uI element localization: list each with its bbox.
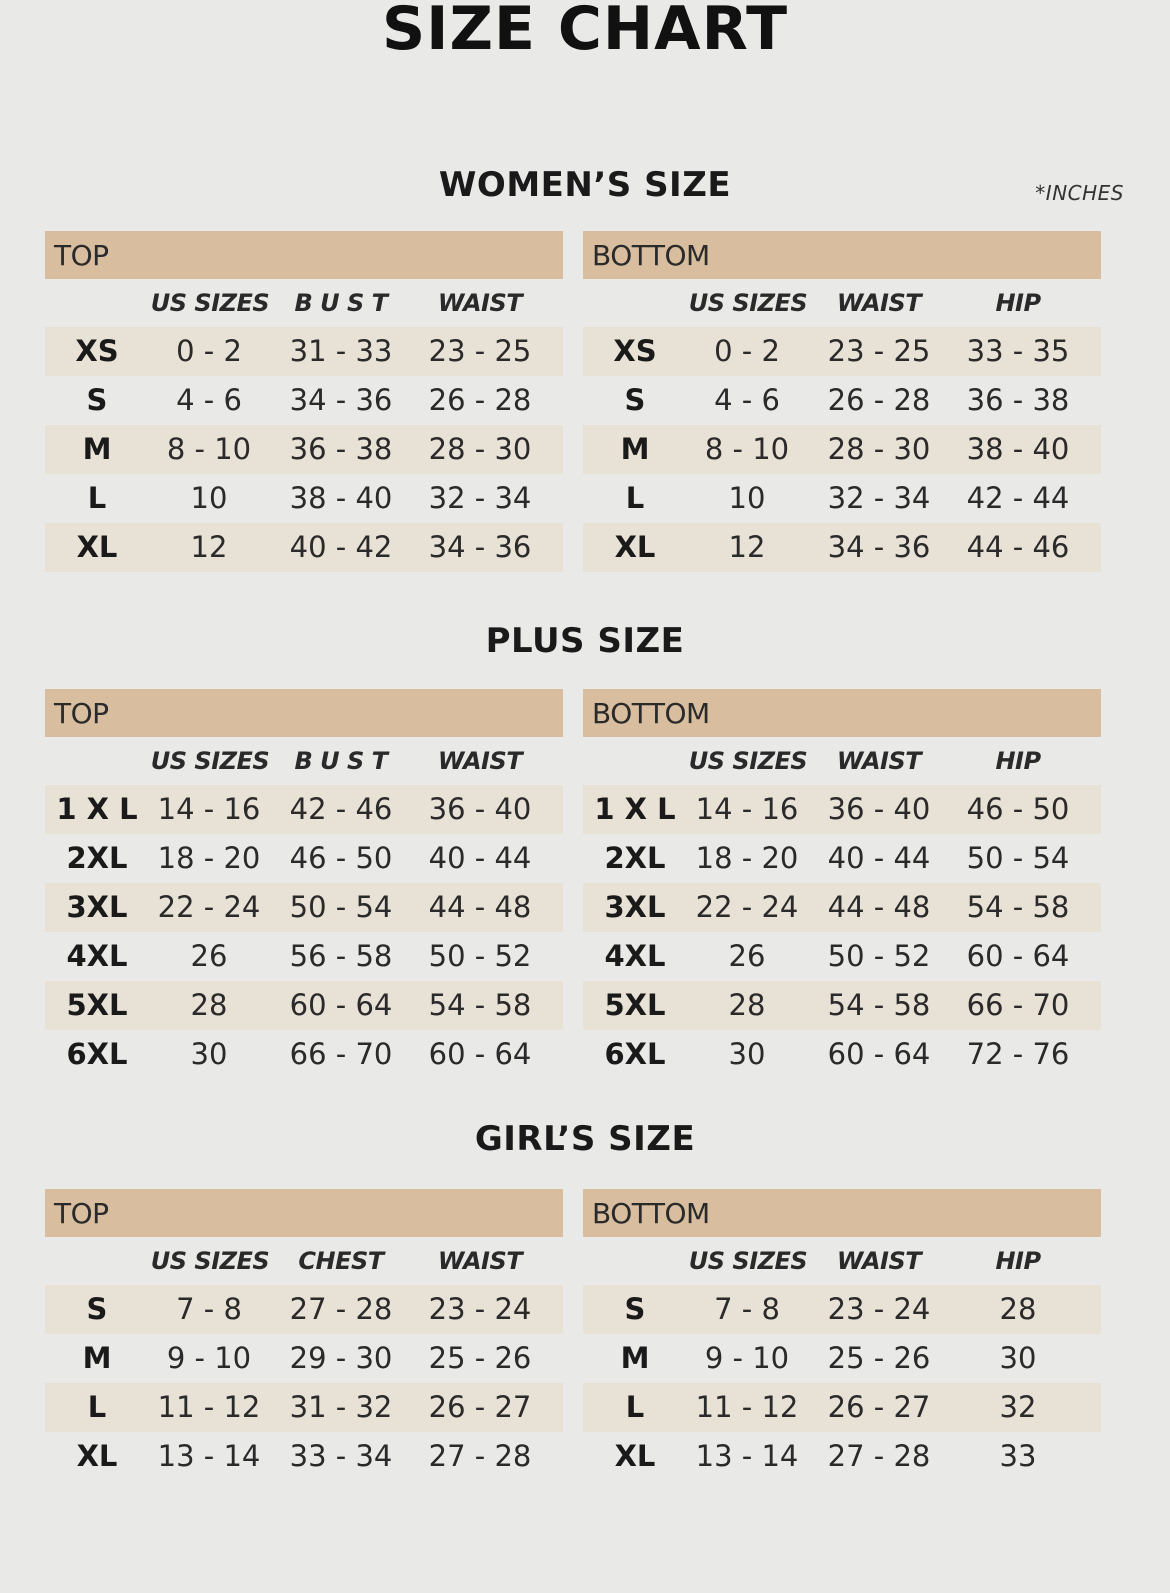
table-row (45, 883, 563, 932)
size-value: 44 - 48 (428, 890, 532, 924)
size-value: 23 - 24 (428, 1292, 532, 1326)
table-row (583, 1030, 1101, 1079)
column-headers (583, 737, 1101, 785)
top-table (45, 1189, 563, 1481)
column-headers (45, 1237, 563, 1285)
size-value: 28 - 30 (827, 432, 931, 466)
size-value: 31 - 33 (289, 334, 393, 368)
size-value: 26 - 28 (428, 383, 532, 417)
section-title: GIRL’S SIZE (474, 1119, 696, 1159)
table-row (45, 834, 563, 883)
table-row (45, 785, 563, 834)
table-row (583, 1334, 1101, 1383)
size-value: 22 - 24 (695, 890, 799, 924)
column-header: WAIST (437, 289, 523, 317)
bottom-table (583, 231, 1101, 572)
table-row (45, 1432, 563, 1481)
size-value: 40 - 44 (428, 841, 532, 875)
size-value: 23 - 24 (827, 1292, 931, 1326)
size-label: 6XL (66, 1037, 128, 1071)
size-value: 22 - 24 (157, 890, 261, 924)
unit-note: *INCHES (1035, 181, 1124, 205)
size-value: 27 - 28 (289, 1292, 393, 1326)
size-value: 14 - 16 (695, 792, 799, 826)
table-row (45, 1383, 563, 1432)
size-value: 34 - 36 (289, 383, 393, 417)
table-row (583, 425, 1101, 474)
column-header: US SIZES (688, 289, 808, 317)
column-header: B U S T (294, 289, 388, 317)
size-value: 10 (190, 481, 228, 515)
size-value: 8 - 10 (166, 432, 252, 466)
size-value: 11 - 12 (695, 1390, 799, 1424)
column-header: US SIZES (150, 289, 270, 317)
size-value: 31 - 32 (289, 1390, 393, 1424)
table-row (583, 1383, 1101, 1432)
table-header: TOP (45, 231, 563, 279)
table-row (583, 327, 1101, 376)
table-header: TOP (45, 689, 563, 737)
size-label: XS (75, 334, 119, 368)
size-value: 36 - 38 (289, 432, 393, 466)
size-label: 2XL (66, 841, 128, 875)
size-value: 7 - 8 (714, 1292, 780, 1326)
size-label: L (625, 481, 645, 515)
size-value: 34 - 36 (428, 530, 532, 564)
size-value: 25 - 26 (428, 1341, 532, 1375)
table-row (583, 1285, 1101, 1334)
table-row (583, 785, 1101, 834)
size-value: 42 - 46 (289, 792, 393, 826)
size-value: 46 - 50 (966, 792, 1070, 826)
size-value: 9 - 10 (166, 1341, 252, 1375)
size-value: 29 - 30 (289, 1341, 393, 1375)
table-header: BOTTOM (583, 689, 1101, 737)
size-label: XL (614, 530, 656, 564)
size-value: 33 - 34 (289, 1439, 393, 1473)
table-header: TOP (45, 1189, 563, 1237)
size-value: 46 - 50 (289, 841, 393, 875)
size-label: M (82, 432, 112, 466)
size-value: 40 - 44 (827, 841, 931, 875)
size-label: S (86, 1292, 108, 1326)
size-value: 12 (190, 530, 228, 564)
size-label: 5XL (66, 988, 128, 1022)
size-value: 14 - 16 (157, 792, 261, 826)
column-header: CHEST (298, 1247, 384, 1275)
size-label: M (620, 1341, 650, 1375)
column-header: US SIZES (150, 1247, 270, 1275)
size-label: 3XL (604, 890, 666, 924)
size-value: 28 (999, 1292, 1037, 1326)
size-value: 23 - 25 (827, 334, 931, 368)
size-value: 30 (999, 1341, 1037, 1375)
table-row (45, 523, 563, 572)
size-label: 3XL (66, 890, 128, 924)
size-value: 18 - 20 (695, 841, 799, 875)
size-value: 7 - 8 (176, 1292, 242, 1326)
table-row (45, 376, 563, 425)
size-value: 26 - 27 (827, 1390, 931, 1424)
column-header: WAIST (836, 747, 922, 775)
column-header: US SIZES (150, 747, 270, 775)
column-header: US SIZES (688, 747, 808, 775)
table-row (583, 376, 1101, 425)
table-row (583, 981, 1101, 1030)
table-row (583, 883, 1101, 932)
size-value: 26 - 28 (827, 383, 931, 417)
column-header: HIP (995, 747, 1041, 775)
size-value: 30 (190, 1037, 228, 1071)
column-header: HIP (995, 289, 1041, 317)
table-row (45, 474, 563, 523)
size-label: 1 X L (594, 792, 676, 826)
column-header: WAIST (437, 747, 523, 775)
table-row (45, 1285, 563, 1334)
top-table (45, 689, 563, 1079)
column-header: B U S T (294, 747, 388, 775)
column-header: HIP (995, 1247, 1041, 1275)
top-table (45, 231, 563, 572)
column-headers (45, 279, 563, 327)
size-value: 50 - 52 (827, 939, 931, 973)
table-row (45, 425, 563, 474)
size-value: 28 - 30 (428, 432, 532, 466)
size-value: 28 (190, 988, 228, 1022)
size-value: 11 - 12 (157, 1390, 261, 1424)
size-label: L (87, 1390, 107, 1424)
size-value: 33 (999, 1439, 1037, 1473)
size-value: 30 (728, 1037, 766, 1071)
column-header: WAIST (437, 1247, 523, 1275)
table-header: BOTTOM (583, 231, 1101, 279)
size-value: 4 - 6 (176, 383, 242, 417)
size-label: S (624, 1292, 646, 1326)
size-value: 26 - 27 (428, 1390, 532, 1424)
size-value: 27 - 28 (428, 1439, 532, 1473)
size-value: 25 - 26 (827, 1341, 931, 1375)
size-value: 36 - 40 (428, 792, 532, 826)
size-value: 44 - 48 (827, 890, 931, 924)
size-value: 54 - 58 (966, 890, 1070, 924)
size-label: S (624, 383, 646, 417)
size-value: 72 - 76 (966, 1037, 1070, 1071)
size-label: XL (76, 1439, 118, 1473)
size-value: 33 - 35 (966, 334, 1070, 368)
size-label: XL (614, 1439, 656, 1473)
size-value: 32 (999, 1390, 1037, 1424)
size-label: L (87, 481, 107, 515)
size-value: 36 - 40 (827, 792, 931, 826)
section-title: PLUS SIZE (485, 621, 685, 661)
size-label: 2XL (604, 841, 666, 875)
size-value: 0 - 2 (714, 334, 780, 368)
table-row (45, 327, 563, 376)
column-header: WAIST (836, 1247, 922, 1275)
size-value: 28 (728, 988, 766, 1022)
size-label: 4XL (66, 939, 128, 973)
size-value: 60 - 64 (289, 988, 393, 1022)
size-value: 10 (728, 481, 766, 515)
size-value: 54 - 58 (827, 988, 931, 1022)
size-label: 4XL (604, 939, 666, 973)
size-label: 1 X L (56, 792, 138, 826)
table-row (583, 834, 1101, 883)
size-value: 18 - 20 (157, 841, 261, 875)
table-row (45, 981, 563, 1030)
size-value: 50 - 52 (428, 939, 532, 973)
size-value: 8 - 10 (704, 432, 790, 466)
size-value: 27 - 28 (827, 1439, 931, 1473)
column-header: WAIST (836, 289, 922, 317)
size-value: 12 (728, 530, 766, 564)
table-row (583, 523, 1101, 572)
size-value: 60 - 64 (966, 939, 1070, 973)
size-value: 26 (190, 939, 228, 973)
size-label: M (82, 1341, 112, 1375)
size-value: 36 - 38 (966, 383, 1070, 417)
section-title: WOMEN’S SIZE (438, 165, 732, 205)
size-value: 56 - 58 (289, 939, 393, 973)
column-headers (583, 1237, 1101, 1285)
table-header: BOTTOM (583, 1189, 1101, 1237)
size-value: 54 - 58 (428, 988, 532, 1022)
size-label: 6XL (604, 1037, 666, 1071)
table-row (583, 932, 1101, 981)
size-label: XS (613, 334, 657, 368)
size-value: 9 - 10 (704, 1341, 790, 1375)
size-value: 66 - 70 (966, 988, 1070, 1022)
size-value: 44 - 46 (966, 530, 1070, 564)
table-row (583, 1432, 1101, 1481)
table-row (45, 932, 563, 981)
size-value: 32 - 34 (428, 481, 532, 515)
column-headers (583, 279, 1101, 327)
size-value: 42 - 44 (966, 481, 1070, 515)
size-label: M (620, 432, 650, 466)
table-row (583, 474, 1101, 523)
size-label: XL (76, 530, 118, 564)
size-value: 40 - 42 (289, 530, 393, 564)
size-value: 60 - 64 (428, 1037, 532, 1071)
size-value: 38 - 40 (289, 481, 393, 515)
column-headers (45, 737, 563, 785)
size-value: 50 - 54 (966, 841, 1070, 875)
table-row (45, 1030, 563, 1079)
table-row (45, 1334, 563, 1383)
size-value: 13 - 14 (695, 1439, 799, 1473)
size-value: 66 - 70 (289, 1037, 393, 1071)
bottom-table (583, 1189, 1101, 1481)
size-value: 60 - 64 (827, 1037, 931, 1071)
size-value: 26 (728, 939, 766, 973)
size-value: 0 - 2 (176, 334, 242, 368)
page-title: SIZE CHART (381, 0, 789, 64)
size-label: 5XL (604, 988, 666, 1022)
size-value: 34 - 36 (827, 530, 931, 564)
size-value: 4 - 6 (714, 383, 780, 417)
size-value: 23 - 25 (428, 334, 532, 368)
size-value: 32 - 34 (827, 481, 931, 515)
size-value: 50 - 54 (289, 890, 393, 924)
size-label: L (625, 1390, 645, 1424)
size-value: 13 - 14 (157, 1439, 261, 1473)
column-header: US SIZES (688, 1247, 808, 1275)
size-value: 38 - 40 (966, 432, 1070, 466)
size-label: S (86, 383, 108, 417)
bottom-table (583, 689, 1101, 1079)
